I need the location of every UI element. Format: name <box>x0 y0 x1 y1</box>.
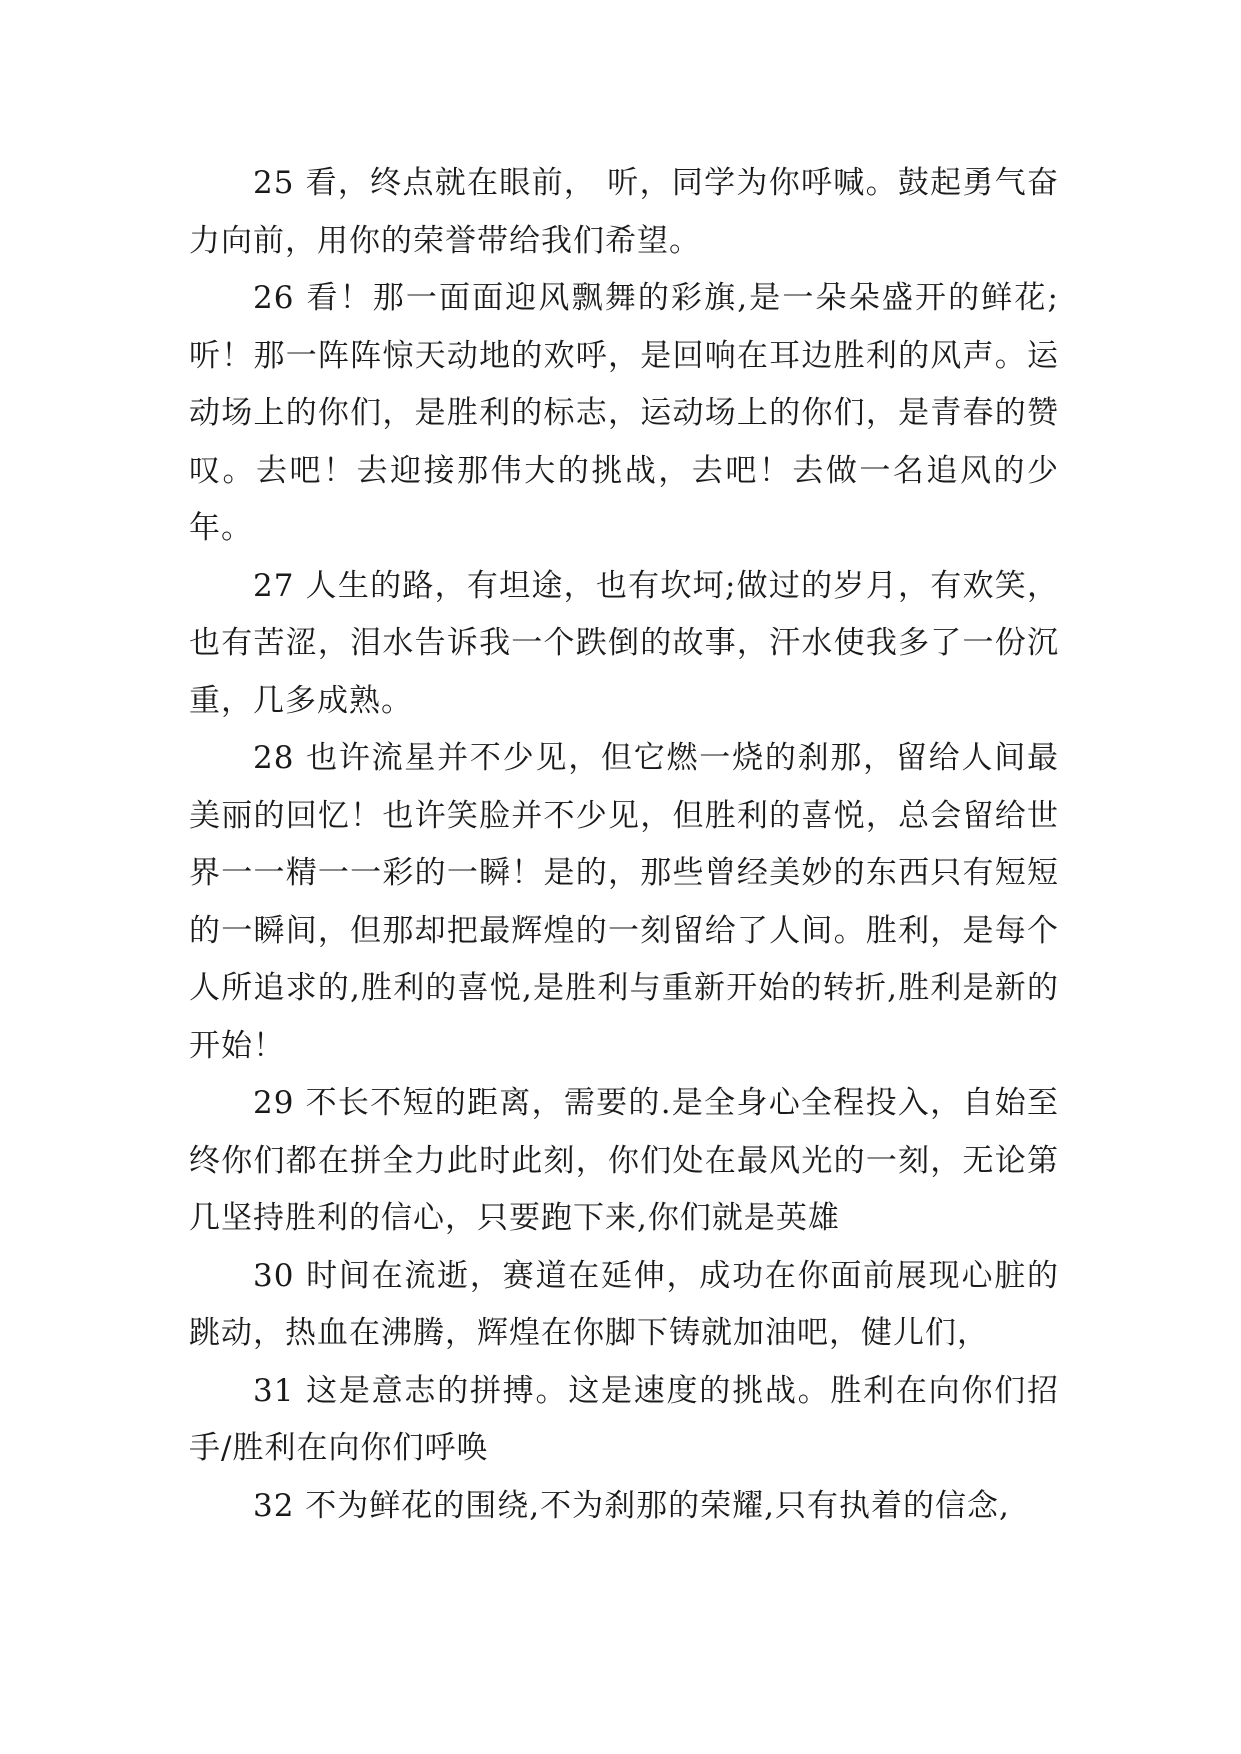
document-body <box>189 155 1059 1535</box>
paragraph-25: 25 看，终点就在眼前， 听，同学为你呼喊。鼓起勇气奋力向前，用你的荣誉带给我们希望。 <box>189 165 1059 259</box>
paragraph-27: 27 人生的路，有坦途，也有坎坷;做过的岁月，有欢笑，也有苦涩，泪水告诉我一个跌倒的故事，汗水使我多了一份沉重，几多成熟。 <box>189 567 1059 719</box>
paragraph-26: 26 看！那一面面迎风飘舞的彩旗,是一朵朵盛开的鲜花;听！那一阵阵惊天动地的欢呼，是回响在耳边胜利的风声。运动场上的你们，是胜利的标志，运动场上的你们，是青春的赞叹。去吧！去迎接那伟大的挑战，去吧！去做一名追风的少年。 <box>189 280 1059 546</box>
paragraph-30: 30 时间在流逝，赛道在延伸，成功在你面前展现心脏的跳动，热血在沸腾，辉煌在你脚下铸就加油吧，健儿们， <box>189 1257 1059 1351</box>
paragraph-29: 29 不长不短的距离，需要的.是全身心全程投入，自始至终你们都在拼全力此时此刻，你们处在最风光的一刻，无论第几坚持胜利的信心，只要跑下来,你们就是英雄 <box>189 1085 1059 1236</box>
paragraph-28: 28 也许流星并不少见，但它燃一烧的刹那，留给人间最美丽的回忆！也许笑脸并不少见，但胜利的喜悦，总会留给世界一一精一一彩的一瞬！是的，那些曾经美妙的东西只有短短的一瞬间，但那却把最辉煌的一刻留给了人间。胜利，是每个人所追求的,胜利的喜悦,是胜利与重新开始的转折,胜利是新的开始！ <box>189 740 1059 1064</box>
paragraph-31: 31 这是意志的拼搏。这是速度的挑战。胜利在向你们招手/胜利在向你们呼唤 <box>189 1372 1059 1466</box>
paragraph-32: 32 不为鲜花的围绕,不为刹那的荣耀,只有执着的信念, <box>253 1487 1010 1524</box>
